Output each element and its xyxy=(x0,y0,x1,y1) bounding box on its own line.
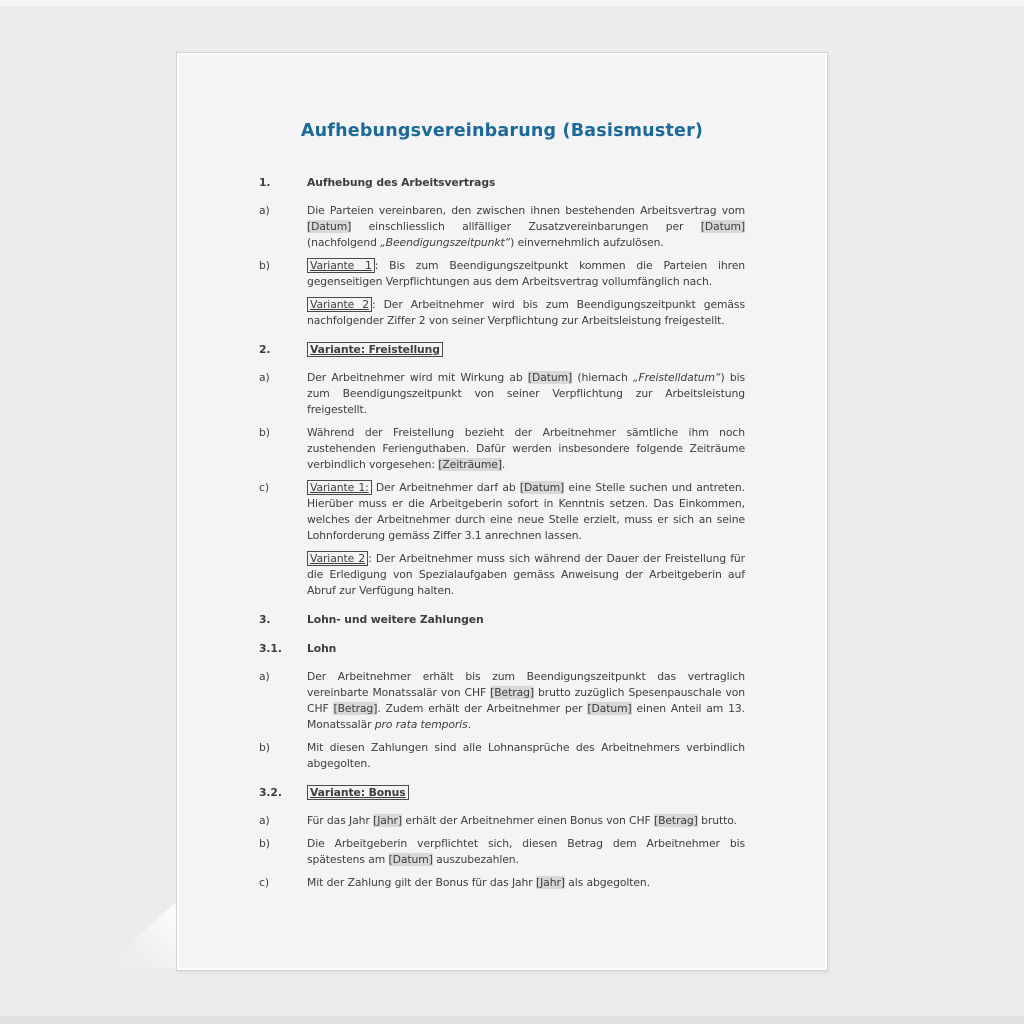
placeholder-field: [Datum] xyxy=(587,702,632,715)
doc-block xyxy=(259,740,745,772)
placeholder-field: [Betrag] xyxy=(333,702,378,715)
placeholder-field: [Datum] xyxy=(519,481,565,494)
text-segment: ) einvernehmlich aufzulösen. xyxy=(510,236,664,249)
placeholder-field: [Zeiträume] xyxy=(438,458,502,471)
text-segment: : Der Arbeitnehmer muss sich während der Dauer der Freistellung für die Erledigung von Spezialaufgaben gemäss Anweisung der Arbeitgeberin auf Abruf zur Verfügung halten. xyxy=(307,552,745,597)
doc-block-text xyxy=(307,370,745,418)
doc-block xyxy=(259,641,745,657)
text-segment: eine Stelle suchen und antreten. Hierüber muss er die Arbeitgeberin sofort in Kenntnis setzen. Das Einkommen, welches der Arbeitnehmer durch eine neue Stelle erzielt, muss er sich an seine Lohnforderung gemäss Ziffer 3.1 anrechnen lassen. xyxy=(307,481,745,542)
doc-block-text xyxy=(307,740,745,772)
doc-block-text xyxy=(307,669,745,733)
text-segment: Der Arbeitnehmer wird mit Wirkung ab xyxy=(307,371,528,384)
doc-block-number: a) xyxy=(259,814,270,827)
text-segment: . Zudem erhält der Arbeitnehmer per xyxy=(377,702,588,715)
doc-block xyxy=(259,813,745,829)
text-segment: Die Parteien vereinbaren, den zwischen ihnen bestehenden Arbeitsvertrag vom xyxy=(307,204,745,217)
doc-block-number: c) xyxy=(259,876,269,889)
document-title: Aufhebungsvereinbarung (Basismuster) xyxy=(300,121,704,141)
text-segment: auszubezahlen. xyxy=(432,853,519,866)
text-segment: (hiernach xyxy=(572,371,633,384)
placeholder-field: [Jahr] xyxy=(373,814,402,827)
text-segment: einschliesslich allfälliger Zusatzvereinbarungen per xyxy=(351,220,701,233)
text-segment: : Bis zum Beendigungszeitpunkt kommen die Parteien ihren gegenseitigen Verpflichtungen aus dem Arbeitsvertrag vollumfänglich nach. xyxy=(307,259,745,288)
text-segment: Lohn xyxy=(307,642,337,655)
text-segment: Der Arbeitnehmer erhält bis zum Beendigungszeitpunkt das vertraglich vereinbarte Monatssalär von CHF xyxy=(307,670,745,699)
doc-block-number: 2. xyxy=(259,343,271,356)
text-segment: brutto. xyxy=(697,814,737,827)
doc-block-text xyxy=(307,836,745,868)
doc-block-text xyxy=(307,785,745,801)
doc-block-text xyxy=(307,342,745,358)
text-segment: Aufhebung des Arbeitsvertrags xyxy=(307,176,496,189)
doc-block-number: a) xyxy=(259,670,270,683)
variant-label: Variante: Bonus xyxy=(307,785,409,800)
doc-block xyxy=(259,425,745,473)
text-segment: Mit der Zahlung gilt der Bonus für das Jahr xyxy=(307,876,536,889)
doc-block-number: a) xyxy=(259,371,270,384)
doc-block-text xyxy=(307,551,745,599)
doc-block xyxy=(259,175,745,191)
text-segment: brutto zuzüglich Spesenpauschale von CHF xyxy=(307,686,745,715)
doc-block-number: 1. xyxy=(259,176,271,189)
text-segment: Mit diesen Zahlungen sind alle Lohnansprüche des Arbeitnehmers verbindlich abgegolten. xyxy=(307,741,745,770)
text-segment: pro rata temporis xyxy=(374,718,468,731)
doc-block xyxy=(259,297,745,329)
doc-block-number: b) xyxy=(259,837,270,850)
doc-block xyxy=(259,875,745,891)
document-content xyxy=(177,53,827,891)
text-segment: als abgegolten. xyxy=(564,876,650,889)
variant-label: Variante 2 xyxy=(307,297,372,312)
doc-block xyxy=(259,669,745,733)
placeholder-field: [Betrag] xyxy=(490,686,534,699)
doc-block xyxy=(259,612,745,628)
variant-label: Variante 1: xyxy=(307,480,372,495)
placeholder-field: [Jahr] xyxy=(535,876,565,889)
text-segment: erhält der Arbeitnehmer einen Bonus von CHF xyxy=(402,814,654,827)
doc-block xyxy=(259,785,745,801)
doc-block-text xyxy=(307,641,745,657)
doc-block-text xyxy=(307,480,745,544)
background-bottom-strip xyxy=(0,1016,1024,1024)
doc-block-number: b) xyxy=(259,259,270,272)
doc-block-number: b) xyxy=(259,741,270,754)
doc-block xyxy=(259,203,745,251)
variant-label: Variante 1 xyxy=(307,258,375,273)
variant-label: Variante 2 xyxy=(307,551,368,566)
text-segment: (nachfolgend xyxy=(307,236,381,249)
doc-block-text xyxy=(307,258,745,290)
variant-label: Variante: Freistellung xyxy=(307,342,443,357)
text-segment: Der Arbeitnehmer darf ab xyxy=(371,481,520,494)
text-segment: . xyxy=(467,718,472,731)
doc-block-text xyxy=(307,813,745,829)
doc-block-text xyxy=(307,203,745,251)
doc-block-number: b) xyxy=(259,426,270,439)
doc-block xyxy=(259,258,745,290)
doc-block-number: a) xyxy=(259,204,270,217)
doc-block-text xyxy=(307,612,745,628)
text-segment: : Der Arbeitnehmer wird bis zum Beendigungszeitpunkt gemäss nachfolgender Ziffer 2 von seiner Verpflichtung zur Arbeitsleistung freigestellt. xyxy=(307,298,745,327)
doc-block-text xyxy=(307,175,745,191)
doc-block-number: 3.1. xyxy=(259,642,282,655)
document-page xyxy=(176,52,828,971)
placeholder-field: [Betrag] xyxy=(653,814,698,827)
text-segment: Lohn- und weitere Zahlungen xyxy=(307,613,484,626)
doc-block xyxy=(259,836,745,868)
doc-block-number: 3. xyxy=(259,613,271,626)
text-segment: „Freistelldatum“ xyxy=(632,371,721,384)
page-corner-fold xyxy=(104,902,176,968)
background-top-strip xyxy=(0,0,1024,6)
placeholder-field: [Datum] xyxy=(700,220,745,233)
doc-block xyxy=(259,551,745,599)
doc-block-number: 3.2. xyxy=(259,786,282,799)
doc-block-text xyxy=(307,425,745,473)
doc-block xyxy=(259,480,745,544)
text-segment: einen Anteil am 13. Monatssalär xyxy=(307,702,746,731)
document-body xyxy=(259,175,745,891)
placeholder-field: [Datum] xyxy=(527,371,573,384)
text-segment: Für das Jahr xyxy=(307,814,374,827)
text-segment: ) bis zum Beendigungszeitpunkt von seiner Verpflichtung zur Arbeitsleistung freigestellt. xyxy=(307,371,745,416)
doc-block-text xyxy=(307,875,745,891)
text-segment: Während der Freistellung bezieht der Arbeitnehmer sämtliche ihm noch zustehenden Ferienguthaben. Dafür werden insbesondere folgende Zeiträume verbindlich vorgesehen: xyxy=(307,426,745,471)
text-segment: Die Arbeitgeberin verpflichtet sich, diesen Betrag dem Arbeitnehmer bis spätestens am xyxy=(307,837,745,866)
doc-block-text xyxy=(307,297,745,329)
text-segment: „Beendigungszeitpunkt“ xyxy=(380,236,511,249)
placeholder-field: [Datum] xyxy=(307,220,352,233)
doc-block-number: c) xyxy=(259,481,269,494)
placeholder-field: [Datum] xyxy=(388,853,433,866)
doc-block xyxy=(259,370,745,418)
text-segment: . xyxy=(501,458,506,471)
doc-block xyxy=(259,342,745,358)
